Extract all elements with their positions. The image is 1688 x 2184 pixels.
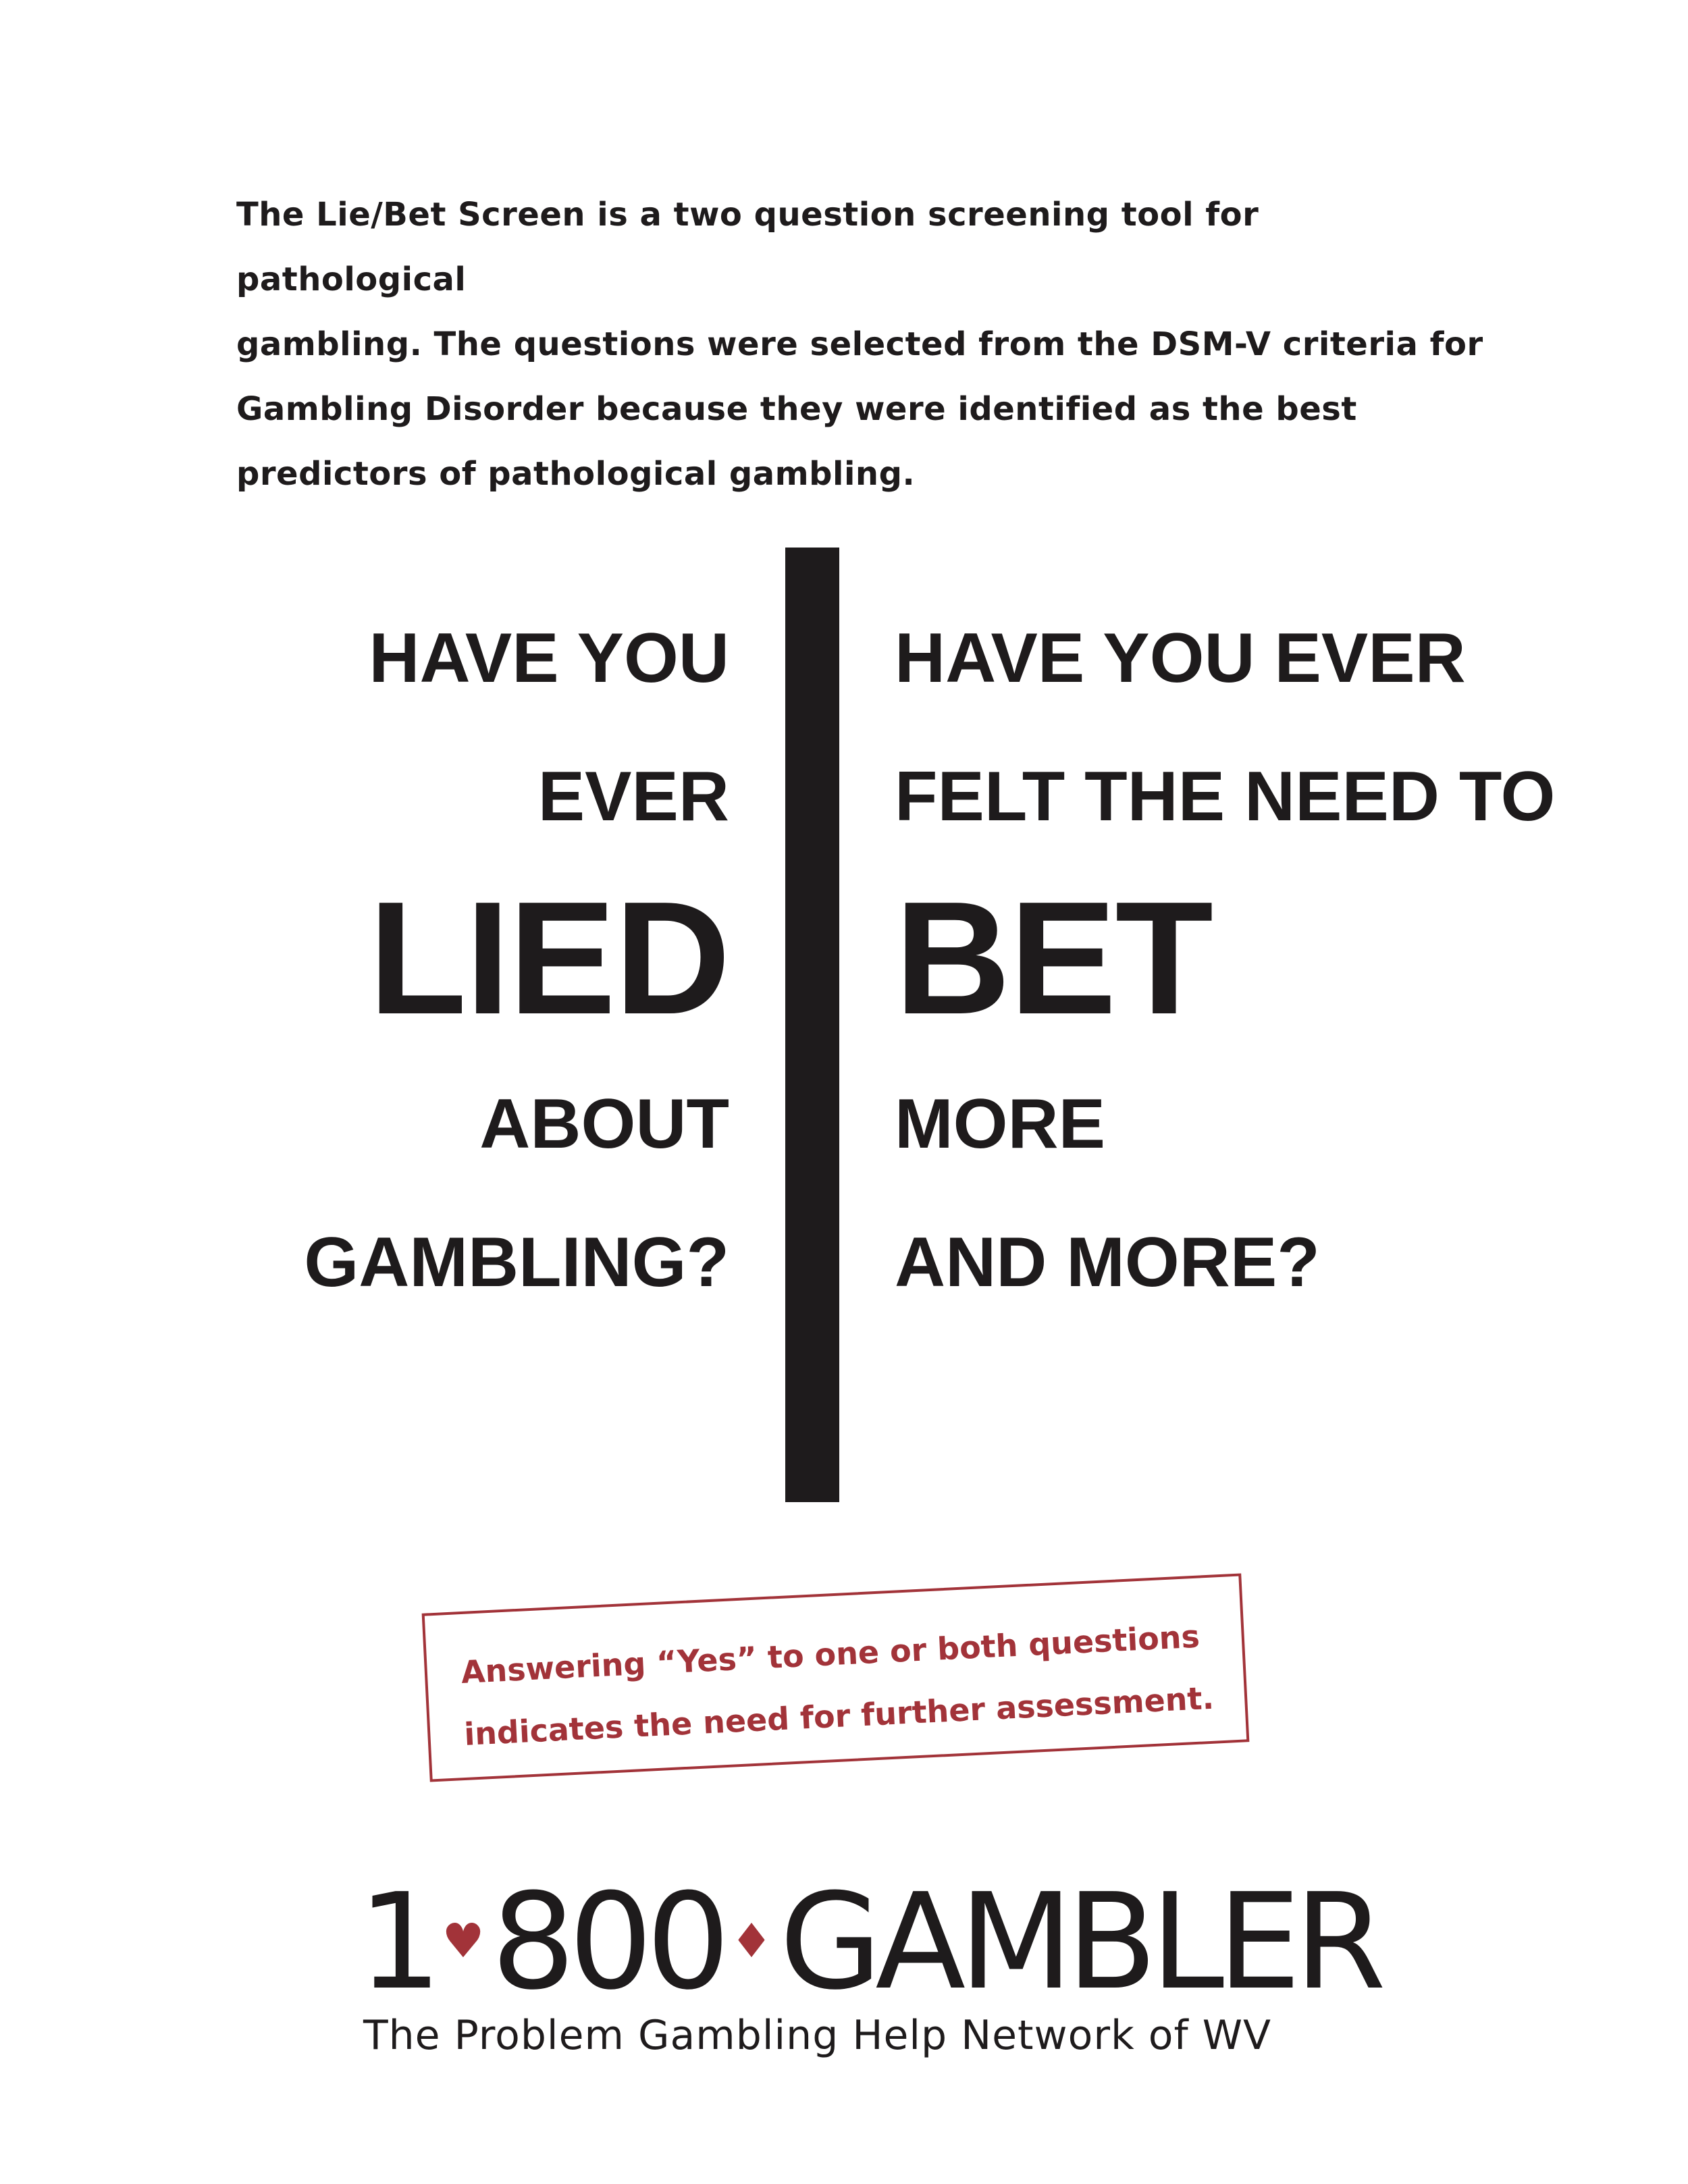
bet-question [895,608,1671,1350]
intro-line: gambling. The questions were selected from the DSM-V criteria for [236,325,1483,363]
lie-question-line: HAVE YOU [369,619,729,697]
bet-keyword: BET [895,869,1212,1048]
diamond-icon: ♦ [730,1913,773,1969]
bet-question-line: AND MORE? [895,1223,1320,1302]
intro-line: predictors of pathological gambling. [236,455,916,493]
heart-icon: ♥ [442,1913,485,1969]
lie-question-line: EVER [537,757,729,836]
logo-number-one: 1 [358,1865,436,2019]
logo-number-800: 800 [491,1865,724,2019]
stamp-line: indicates the need for further assessment. [463,1679,1215,1753]
bet-question-line: MORE [895,1085,1105,1163]
intro-paragraph [236,182,1485,506]
bet-question-line: HAVE YOU EVER [895,619,1466,697]
gambler-logo [358,1863,1380,2019]
lie-question-line: ABOUT [479,1085,729,1163]
logo-tagline: The Problem Gambling Help Network of WV [363,2012,1272,2059]
assessment-stamp [422,1573,1250,1782]
intro-line: Gambling Disorder because they were identified as the best [236,390,1357,428]
intro-line: The Lie/Bet Screen is a two question screening tool for pathological [236,196,1259,298]
bet-question-line: FELT THE NEED TO [895,757,1556,836]
stamp-line: Answering “Yes” to one or both questions [460,1618,1201,1691]
logo-word-gambler: GAMBLER [779,1865,1380,2019]
vertical-divider [785,548,839,1502]
lie-keyword: LIED [368,869,729,1048]
lie-question [203,608,729,1350]
lie-question-line: GAMBLING? [304,1223,729,1302]
